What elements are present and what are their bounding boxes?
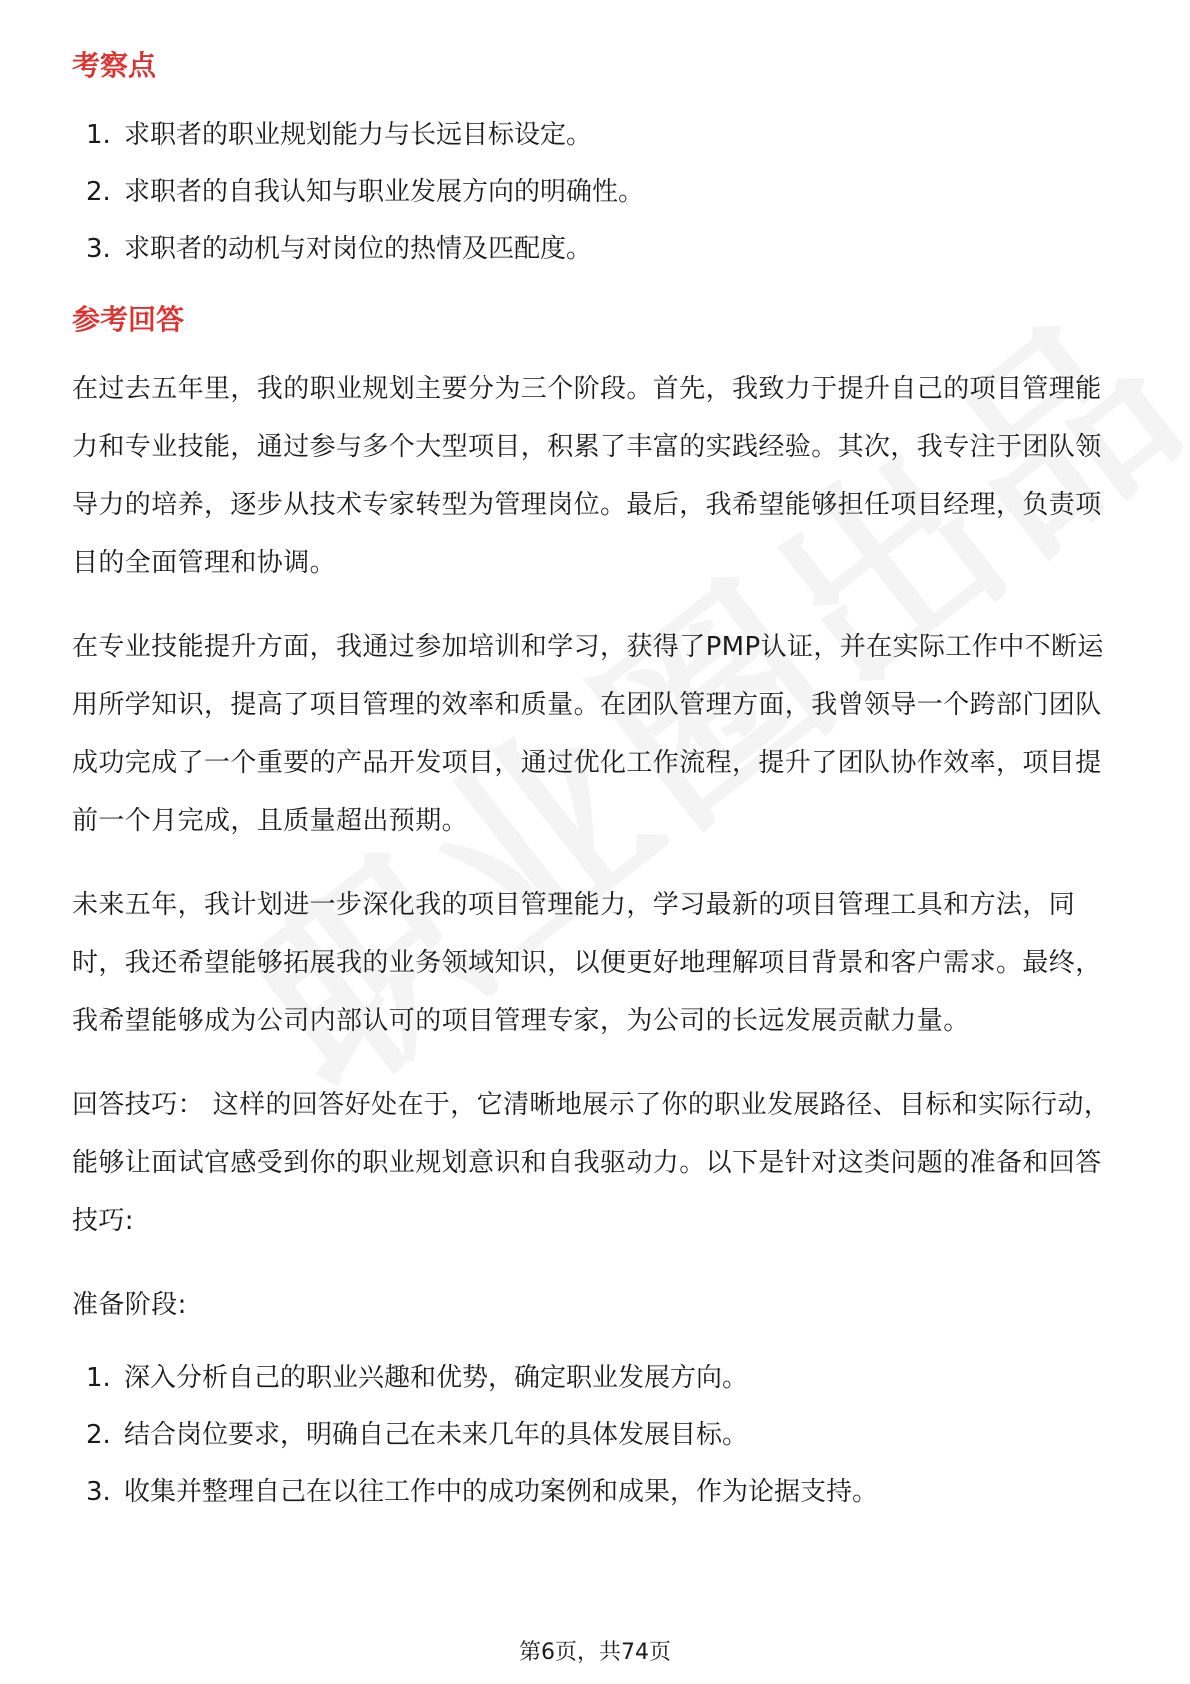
examination-points-list — [72, 107, 1122, 278]
list-item-number: 1. — [86, 120, 111, 150]
list-item — [72, 1350, 1122, 1407]
answer-paragraph-1: 在过去五年里，我的职业规划主要分为三个阶段。首先，我致力于提升自己的项目管理能力和专业技能，通过参与多个大型项目，积累了丰富的实践经验。其次，我专注于团队领导力的培养，逐步从技术专家转型为管理岗位。最后，我希望能够担任项目经理，负责项目的全面管理和协调。 — [72, 374, 1102, 578]
list-item-text: 结合岗位要求，明确自己在未来几年的具体发展目标。 — [124, 1420, 749, 1450]
list-item-number: 3. — [86, 1477, 111, 1507]
prep-stage-list — [72, 1350, 1122, 1521]
page-number-footer: 第6页，共74页 — [519, 1640, 671, 1665]
list-item-text: 深入分析自己的职业兴趣和优势，确定职业发展方向。 — [124, 1363, 749, 1393]
answer-paragraph-3: 未来五年，我计划进一步深化我的项目管理能力，学习最新的项目管理工具和方法，同时，我还希望能够拓展我的业务领域知识，以便更好地理解项目背景和客户需求。最终，我希望能够成为公司内部认可的项目管理专家，为公司的长远发展贡献力量。 — [72, 890, 1102, 1036]
list-item-number: 2. — [86, 177, 111, 207]
list-item-text: 求职者的动机与对岗位的热情及匹配度。 — [124, 234, 593, 264]
list-item — [72, 1464, 1122, 1521]
list-item — [72, 164, 1122, 221]
section-title-reference-answer: 参考回答 — [72, 303, 185, 336]
list-item — [72, 1407, 1122, 1464]
section-title-examination-points: 考察点 — [72, 49, 157, 82]
list-item-number: 1. — [86, 1363, 111, 1393]
list-item — [72, 221, 1122, 278]
answer-paragraph-2: 在专业技能提升方面，我通过参加培训和学习，获得了PMP认证，并在实际工作中不断运用所学知识，提高了项目管理的效率和质量。在团队管理方面，我曾领导一个跨部门团队成功完成了一个重要的产品开发项目，通过优化工作流程，提升了团队协作效率，项目提前一个月完成，且质量超出预期。 — [72, 632, 1104, 836]
list-item — [72, 107, 1122, 164]
tips-paragraph: 回答技巧： 这样的回答好处在于，它清晰地展示了你的职业发展路径、目标和实际行动，能够让面试官感受到你的职业规划意识和自我驱动力。以下是针对这类问题的准备和回答技巧: — [72, 1090, 1111, 1236]
content-area — [72, 46, 1122, 1521]
list-item-number: 3. — [86, 234, 111, 264]
list-item-number: 2. — [86, 1420, 111, 1450]
list-item-text: 收集并整理自己在以往工作中的成功案例和成果，作为论据支持。 — [124, 1477, 879, 1507]
list-item-text: 求职者的职业规划能力与长远目标设定。 — [124, 120, 593, 150]
prep-stage-heading: 准备阶段: — [72, 1290, 187, 1320]
list-item-text: 求职者的自我认知与职业发展方向的明确性。 — [124, 177, 645, 207]
